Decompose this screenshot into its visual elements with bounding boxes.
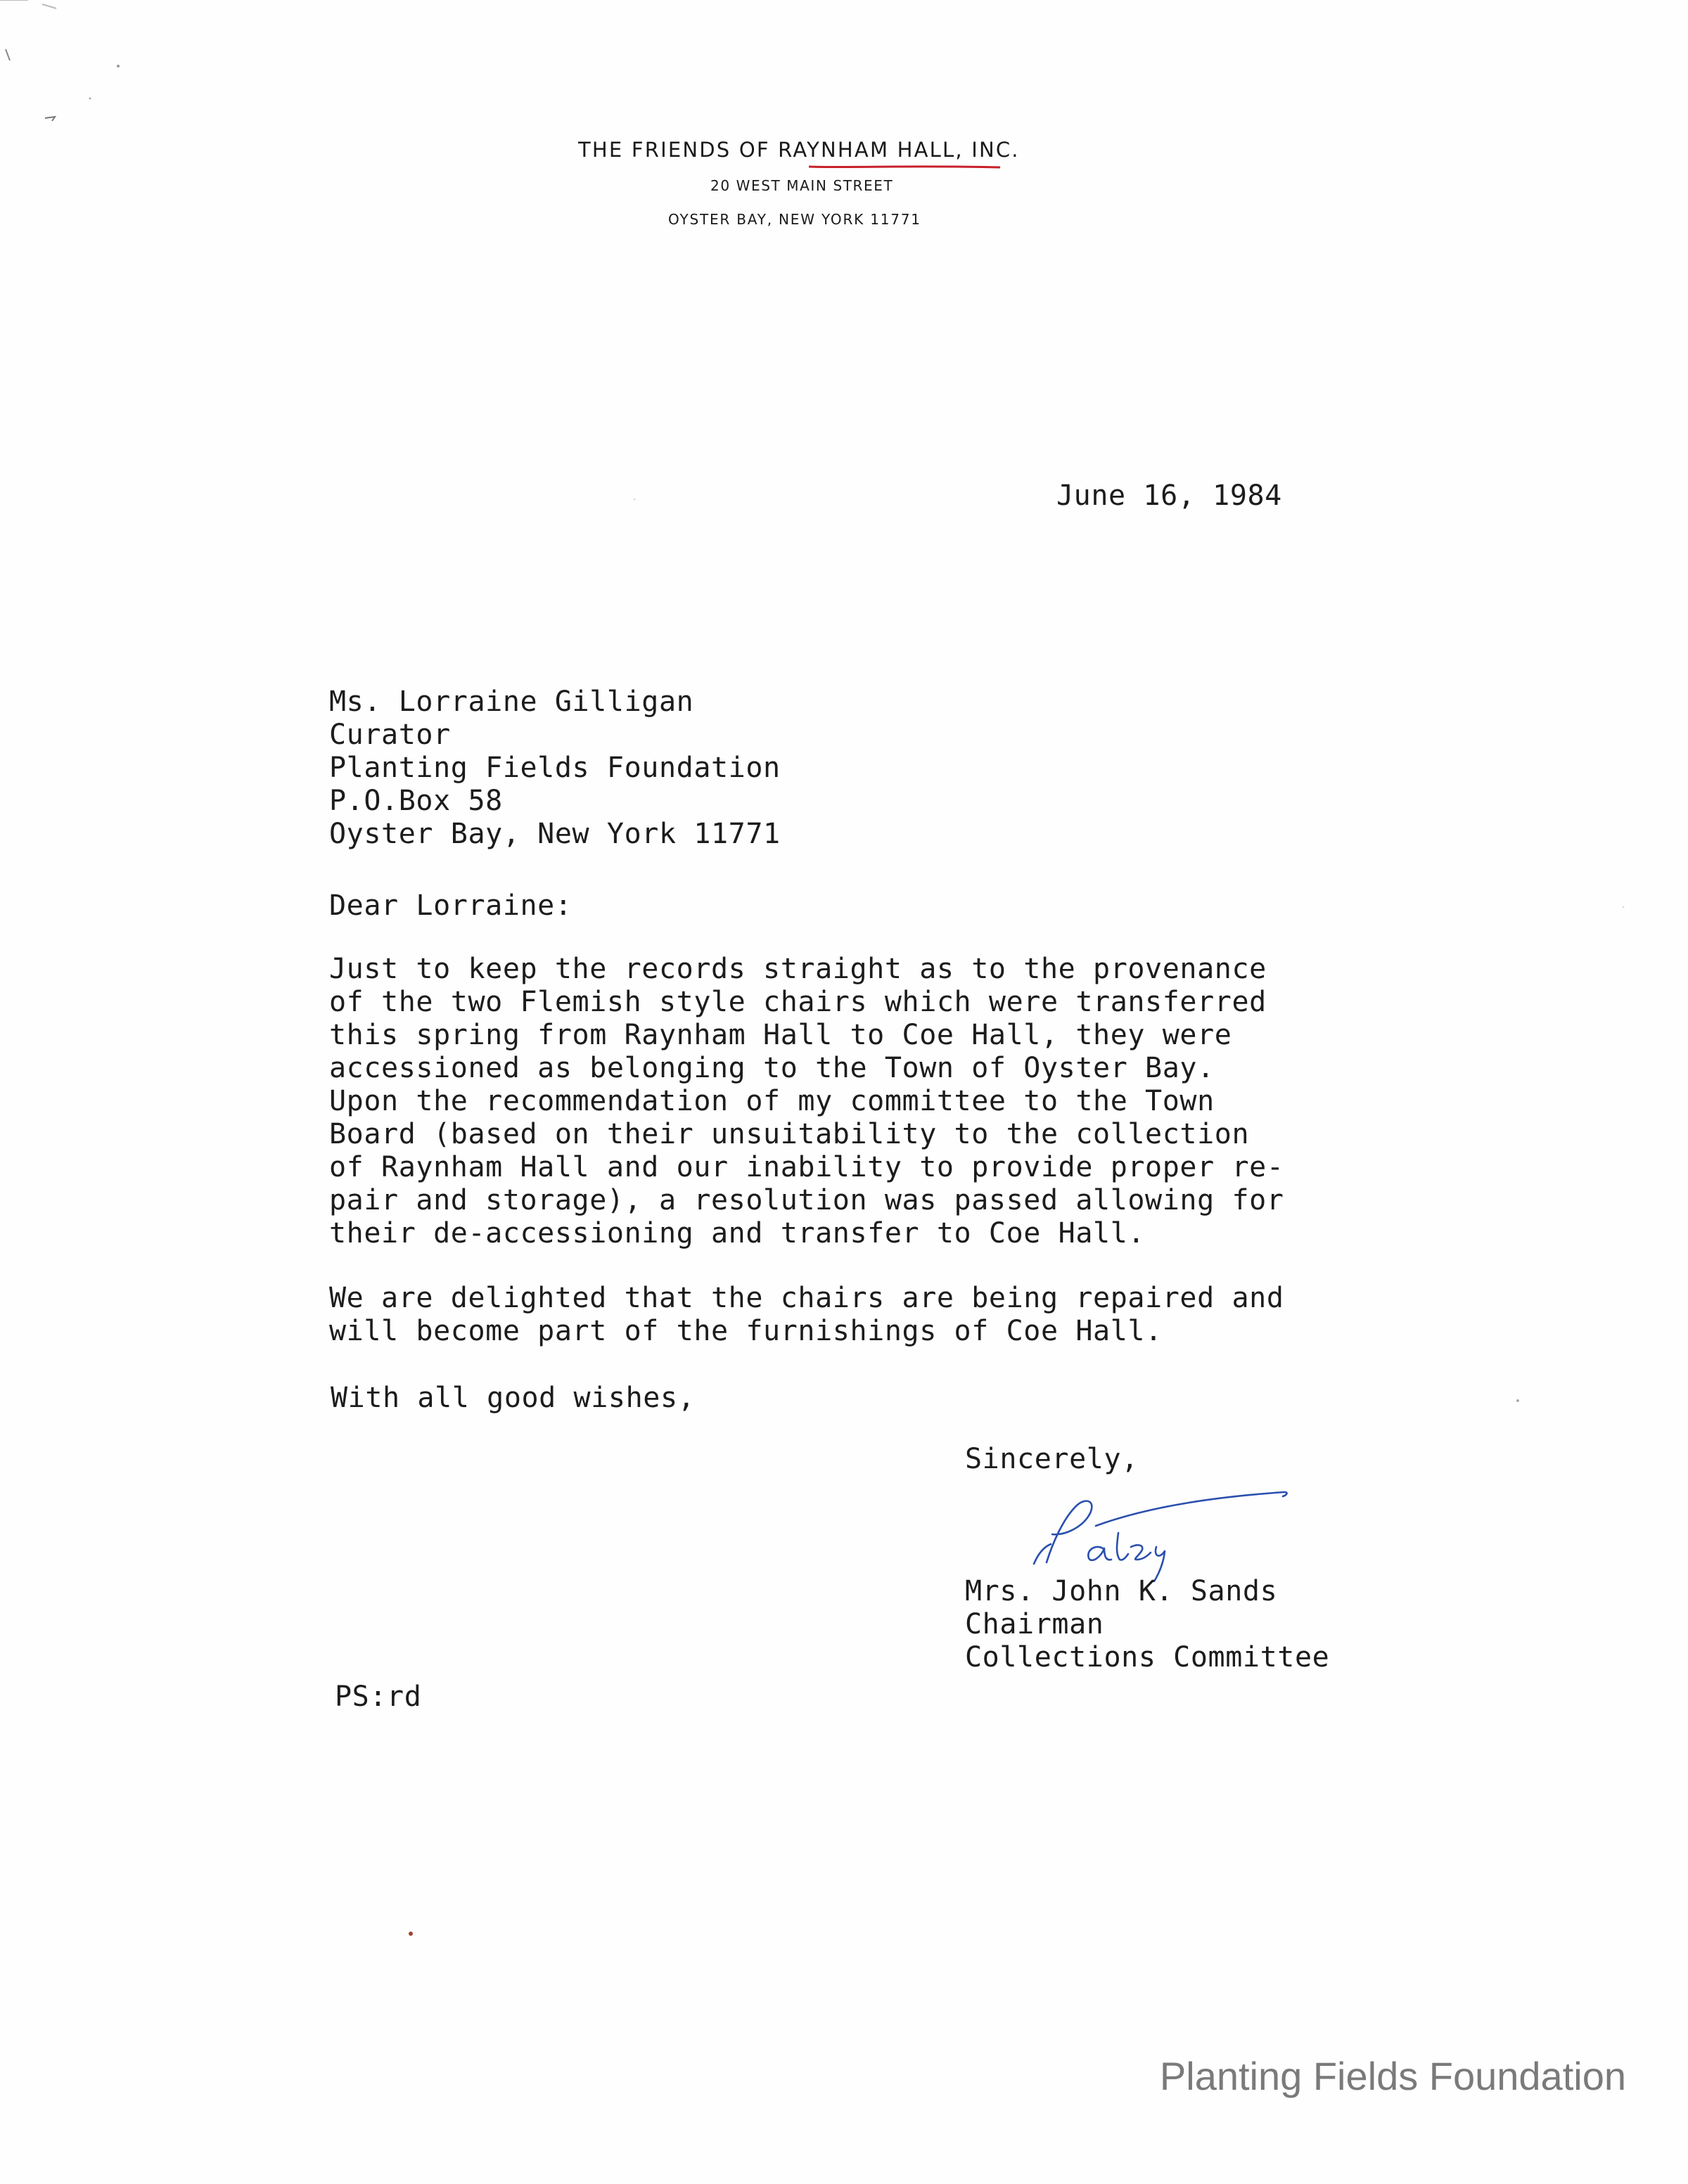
closing: Sincerely, bbox=[965, 1443, 1139, 1475]
red-underline bbox=[807, 163, 1002, 170]
signer-title: Chairman bbox=[965, 1608, 1104, 1640]
paragraph-line: Upon the recommendation of my committee to the Town bbox=[329, 1085, 1215, 1117]
letterhead-organization: THE FRIENDS OF RAYNHAM HALL, INC. bbox=[578, 138, 1020, 162]
reference-initials: PS:rd bbox=[335, 1681, 422, 1713]
signer-name: Mrs. John K. Sands bbox=[965, 1575, 1278, 1607]
body-paragraph-2 bbox=[329, 1282, 1284, 1348]
paragraph-line: of Raynham Hall and our inability to provide proper re- bbox=[329, 1151, 1284, 1183]
closing-wishes: With all good wishes, bbox=[331, 1382, 696, 1414]
recipient-name: Ms. Lorraine Gilligan bbox=[329, 686, 694, 718]
paragraph-line: this spring from Raynham Hall to Coe Hall, they were bbox=[329, 1019, 1232, 1051]
paragraph-line: their de-accessioning and transfer to Coe Hall. bbox=[329, 1217, 1146, 1250]
paragraph-line: Just to keep the records straight as to the provenance bbox=[329, 953, 1267, 985]
handwritten-signature bbox=[1013, 1477, 1294, 1582]
watermark: Planting Fields Foundation bbox=[1159, 2054, 1626, 2098]
paragraph-line: pair and storage), a resolution was passed allowing for bbox=[329, 1184, 1284, 1216]
recipient-title: Curator bbox=[329, 719, 451, 751]
recipient-city: Oyster Bay, New York 11771 bbox=[329, 818, 781, 850]
recipient-organization: Planting Fields Foundation bbox=[329, 752, 781, 784]
signature-block bbox=[965, 1575, 1329, 1674]
paragraph-line: will become part of the furnishings of Coe Hall. bbox=[329, 1315, 1163, 1347]
signer-committee: Collections Committee bbox=[965, 1641, 1330, 1674]
paragraph-line: We are delighted that the chairs are being repaired and bbox=[329, 1282, 1284, 1314]
recipient-address bbox=[329, 686, 781, 851]
paragraph-line: of the two Flemish style chairs which were transferred bbox=[329, 986, 1267, 1018]
paragraph-line: Board (based on their unsuitability to the collection bbox=[329, 1118, 1250, 1150]
recipient-po-box: P.O.Box 58 bbox=[329, 785, 503, 817]
paragraph-line: accessioned as belonging to the Town of Oyster Bay. bbox=[329, 1052, 1215, 1084]
letterhead-street: 20 WEST MAIN STREET bbox=[710, 177, 894, 194]
salutation: Dear Lorraine: bbox=[329, 889, 573, 922]
letterhead-city: OYSTER BAY, NEW YORK 11771 bbox=[668, 211, 921, 228]
letter-date: June 16, 1984 bbox=[1056, 480, 1282, 512]
body-paragraph-1 bbox=[329, 953, 1284, 1250]
